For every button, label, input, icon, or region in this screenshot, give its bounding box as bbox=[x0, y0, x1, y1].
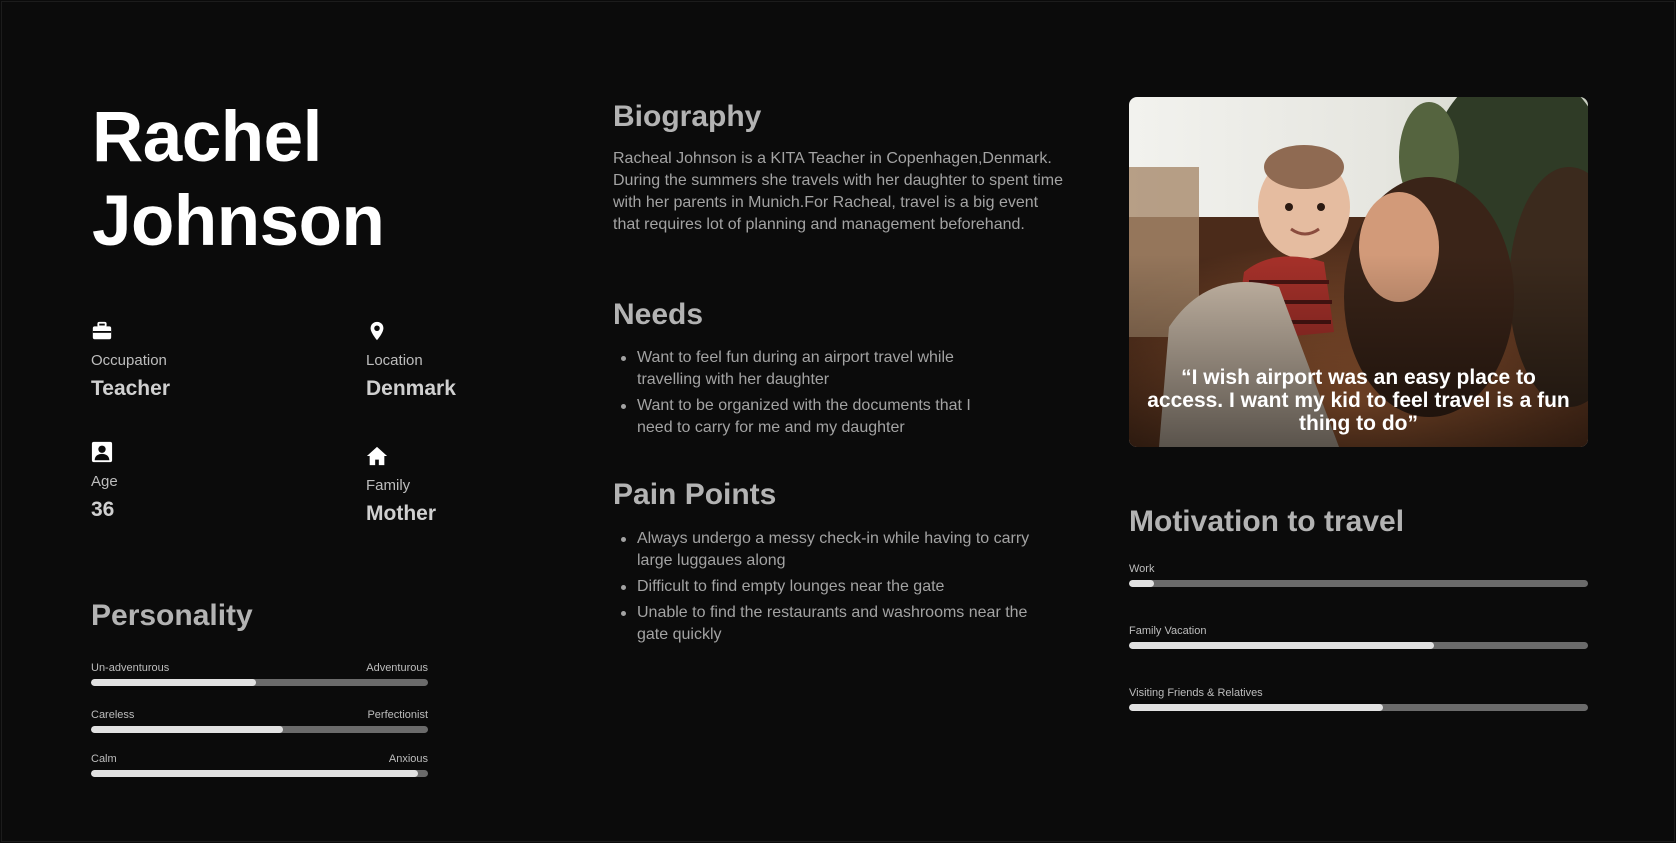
motivation-fill bbox=[1129, 580, 1154, 587]
scale-track bbox=[91, 726, 428, 733]
biography-text: Racheal Johnson is a KITA Teacher in Copenhagen,Denmark. During the summers she travels with her daughter to spent time with her parents in Munich.For Racheal, travel is a big event that requires lot of planning and management beforehand. bbox=[613, 150, 1063, 233]
scale-track bbox=[91, 679, 428, 686]
family-value: Mother bbox=[366, 502, 436, 525]
list-item: Always undergo a messy check-in while having to carry large luggaues along bbox=[613, 528, 1033, 572]
list-item: Unable to find the restaurants and washrooms near the gate quickly bbox=[613, 602, 1033, 646]
motivation-item bbox=[1129, 687, 1588, 711]
persona-canvas bbox=[1, 1, 1675, 842]
age-block bbox=[91, 441, 291, 522]
family-label: Family bbox=[366, 477, 411, 494]
scale-fill bbox=[91, 726, 283, 733]
personality-title: Personality bbox=[91, 599, 253, 632]
scale-left-label: Un-adventurous bbox=[91, 662, 170, 674]
persona-name bbox=[92, 96, 384, 264]
motivation-track bbox=[1129, 642, 1588, 649]
occupation-block bbox=[91, 320, 291, 401]
list-item: Difficult to find empty lounges near the gate bbox=[613, 576, 1033, 598]
needs-list bbox=[613, 347, 1003, 443]
pain-points-list bbox=[613, 528, 1033, 650]
person-icon bbox=[91, 441, 113, 463]
age-value: 36 bbox=[91, 498, 115, 521]
persona-photo bbox=[1129, 97, 1588, 447]
scale-fill bbox=[91, 679, 256, 686]
location-value: Denmark bbox=[366, 377, 456, 400]
scale-left-label: Careless bbox=[91, 709, 135, 721]
scale-right-label: Perfectionist bbox=[367, 709, 428, 721]
home-icon bbox=[366, 445, 388, 467]
scale-right-label: Adventurous bbox=[366, 662, 428, 674]
personality-scale bbox=[91, 662, 428, 686]
motivation-label: Family Vacation bbox=[1129, 625, 1207, 637]
occupation-label: Occupation bbox=[91, 352, 167, 369]
pain-points-title: Pain Points bbox=[613, 478, 777, 511]
scale-right-label: Anxious bbox=[388, 753, 428, 765]
scale-track bbox=[91, 770, 428, 777]
family-block bbox=[366, 445, 566, 526]
occupation-value: Teacher bbox=[91, 377, 170, 400]
briefcase-icon bbox=[91, 320, 113, 342]
motivation-fill bbox=[1129, 704, 1383, 711]
motivation-label: Visiting Friends & Relatives bbox=[1129, 687, 1263, 699]
location-pin-icon bbox=[366, 320, 388, 342]
needs-title: Needs bbox=[613, 298, 704, 331]
motivation-label: Work bbox=[1129, 563, 1155, 575]
motivation-title: Motivation to travel bbox=[1129, 505, 1405, 538]
list-item: Want to feel fun during an airport travel while travelling with her daughter bbox=[613, 347, 1003, 391]
location-block bbox=[366, 320, 566, 401]
biography-title: Biography bbox=[613, 100, 762, 133]
scale-fill bbox=[91, 770, 418, 777]
personality-scale bbox=[91, 709, 428, 733]
list-item: Want to be organized with the documents that I need to carry for me and my daughter bbox=[613, 395, 1003, 439]
motivation-track bbox=[1129, 580, 1588, 587]
age-label: Age bbox=[91, 473, 118, 490]
motivation-item bbox=[1129, 625, 1588, 649]
motivation-track bbox=[1129, 704, 1588, 711]
scale-left-label: Calm bbox=[91, 753, 117, 765]
personality-scale bbox=[91, 753, 428, 777]
last-name: Johnson bbox=[92, 182, 385, 261]
persona-quote: “I wish airport was an easy place to access. I want my kid to feel travel is a fun thing to do” bbox=[1147, 366, 1570, 435]
motivation-item bbox=[1129, 563, 1588, 587]
motivation-fill bbox=[1129, 642, 1434, 649]
location-label: Location bbox=[366, 352, 423, 369]
first-name: Rachel bbox=[92, 98, 322, 177]
